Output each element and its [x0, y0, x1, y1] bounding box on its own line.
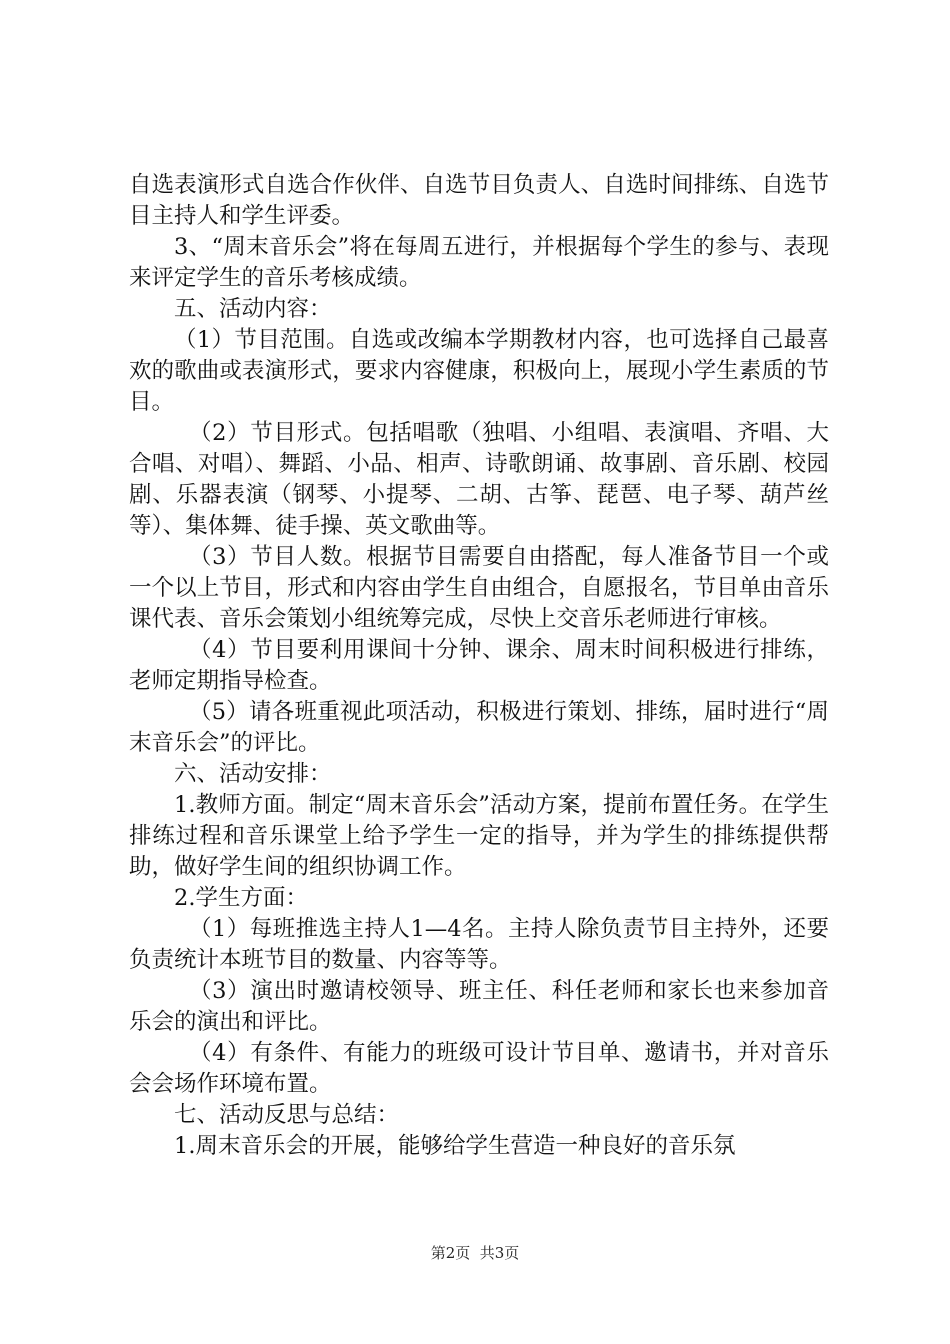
document-body: [129, 170, 829, 1162]
paragraph-8: （5）请各班重视此项活动，积极进行策划、排练，届时进行“周末音乐会”的评比。: [129, 699, 829, 756]
paragraph-10: 1.教师方面。制定“周末音乐会”活动方案，提前布置任务。在学生排练过程和音乐课堂上给予学生一定的指导，并为学生的排练提供帮助，做好学生间的组织协调工作。: [129, 792, 829, 880]
paragraph-4: （1）节目范围。自选或改编本学期教材内容，也可选择自己最喜欢的歌曲或表演形式，要求内容健康，积极向上，展现小学生素质的节目。: [129, 327, 829, 415]
paragraph-6: （3）节目人数。根据节目需要自由搭配，每人准备节目一个或一个以上节目，形式和内容由学生自由组合，自愿报名，节目单由音乐课代表、音乐会策划小组统筹完成，尽快上交音乐老师进行审核。: [129, 544, 829, 632]
page-number-footer: 第2页 共3页: [430, 1244, 520, 1262]
paragraph-5: （2）节目形式。包括唱歌（独唱、小组唱、表演唱、齐唱、大合唱、对唱）、舞蹈、小品、相声、诗歌朗诵、故事剧、音乐剧、校园剧、乐器表演（钢琴、小提琴、二胡、古筝、琵琶、电子琴、葫芦丝等）、集体舞、徒手操、英文歌曲等。: [129, 420, 829, 539]
section-heading-7: 七、活动反思与总结：: [174, 1102, 400, 1128]
paragraph-2: 3、“周末音乐会”将在每周五进行，并根据每个学生的参与、表现来评定学生的音乐考核成绩。: [129, 234, 829, 291]
paragraph-7: （4）节目要利用课间十分钟、课余、周末时间积极进行排练，老师定期指导检查。: [129, 637, 829, 694]
paragraph-16: 1.周末音乐会的开展，能够给学生营造一种良好的音乐氛: [174, 1133, 736, 1159]
paragraph-12: （1）每班推选主持人1—4名。主持人除负责节目主持外，还要负责统计本班节目的数量、内容等等。: [129, 916, 829, 973]
paragraph-11: 2.学生方面：: [174, 885, 308, 911]
paragraph-13: （3）演出时邀请校领导、班主任、科任老师和家长也来参加音乐会的演出和评比。: [129, 978, 829, 1035]
paragraph-1: 自选表演形式自选合作伙伴、自选节目负责人、自选时间排练、自选节目主持人和学生评委。: [129, 172, 829, 229]
paragraph-14: （4）有条件、有能力的班级可设计节目单、邀请书，并对音乐会会场作环境布置。: [129, 1040, 829, 1097]
section-heading-5: 五、活动内容：: [174, 296, 332, 322]
section-heading-6: 六、活动安排：: [174, 761, 332, 787]
